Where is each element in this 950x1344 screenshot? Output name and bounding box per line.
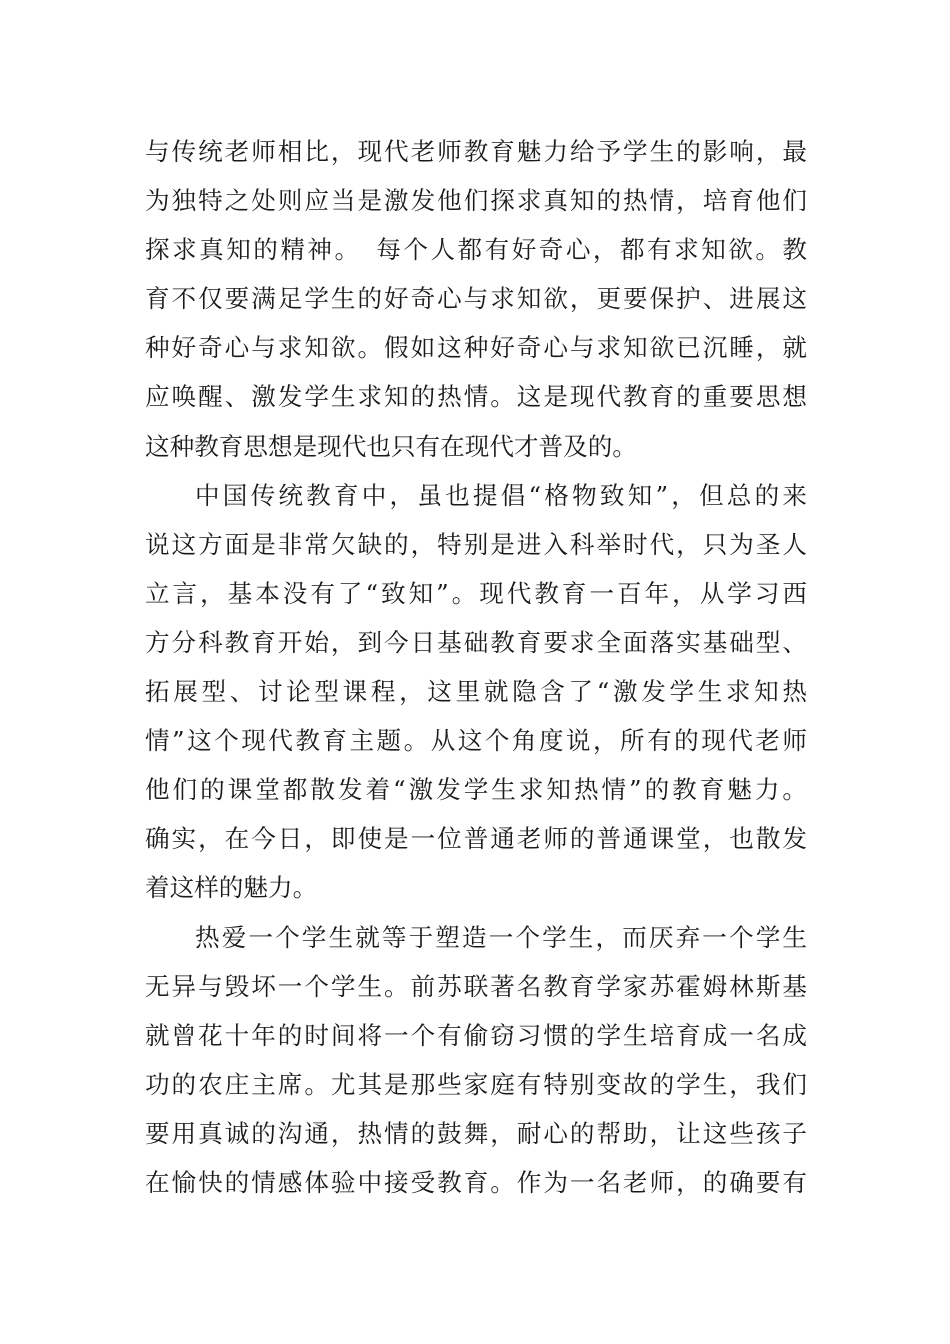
text-line: 说这方面是非常欠缺的，特别是进入科举时代，只为圣人 <box>145 529 807 559</box>
text-line: 育不仅要满足学生的好奇心与求知欲，更要保护、进展这 <box>145 284 807 314</box>
text-line: 方分科教育开始，到今日基础教育要求全面落实基础型、 <box>145 627 807 657</box>
text-line: 种好奇心与求知欲。假如这种好奇心与求知欲已沉睡，就 <box>145 333 807 363</box>
text-line: 在愉快的情感体验中接受教育。作为一名老师，的确要有 <box>145 1167 807 1197</box>
text-line: 着这样的魅力。 <box>145 873 318 903</box>
text-line: 他们的课堂都散发着“激发学生求知热情”的教育魅力。 <box>145 775 807 805</box>
text-line: 确实，在今日，即使是一位普通老师的普通课堂，也散发 <box>145 824 807 854</box>
text-line: 立言，基本没有了“致知”。现代教育一百年，从学习西 <box>145 578 807 608</box>
paragraph-3 <box>145 913 807 1208</box>
text-line: 应唤醒、激发学生求知的热情。这是现代教育的重要思想 <box>145 382 807 412</box>
text-line: 要用真诚的沟通，热情的鼓舞，耐心的帮助，让这些孩子 <box>145 1118 807 1148</box>
text-line: 这种教育思想是现代也只有在现代才普及的。 <box>145 431 637 461</box>
paragraph-2 <box>145 471 807 913</box>
text-line: 中国传统教育中，虽也提倡“格物致知”，但总的来 <box>195 480 807 510</box>
text-line: 为独特之处则应当是激发他们探求真知的热情，培育他们 <box>145 186 807 216</box>
text-line: 探求真知的精神。 每个人都有好奇心，都有求知欲。教 <box>145 235 807 265</box>
text-line: 无异与毁坏一个学生。前苏联著名教育学家苏霍姆林斯基 <box>145 971 807 1001</box>
text-line: 与传统老师相比，现代老师教育魅力给予学生的影响，最 <box>145 137 807 166</box>
text-line: 热爱一个学生就等于塑造一个学生，而厌弃一个学生 <box>195 922 807 952</box>
paragraph-1 <box>145 127 807 471</box>
text-line: 情”这个现代教育主题。从这个角度说，所有的现代老师 <box>145 726 807 756</box>
text-line: 就曾花十年的时间将一个有偷窃习惯的学生培育成一名成 <box>145 1020 807 1050</box>
text-line: 功的农庄主席。尤其是那些家庭有特别变故的学生，我们 <box>145 1069 807 1099</box>
body-text <box>145 127 807 1207</box>
text-line: 拓展型、讨论型课程，这里就隐含了“激发学生求知热 <box>145 677 807 707</box>
